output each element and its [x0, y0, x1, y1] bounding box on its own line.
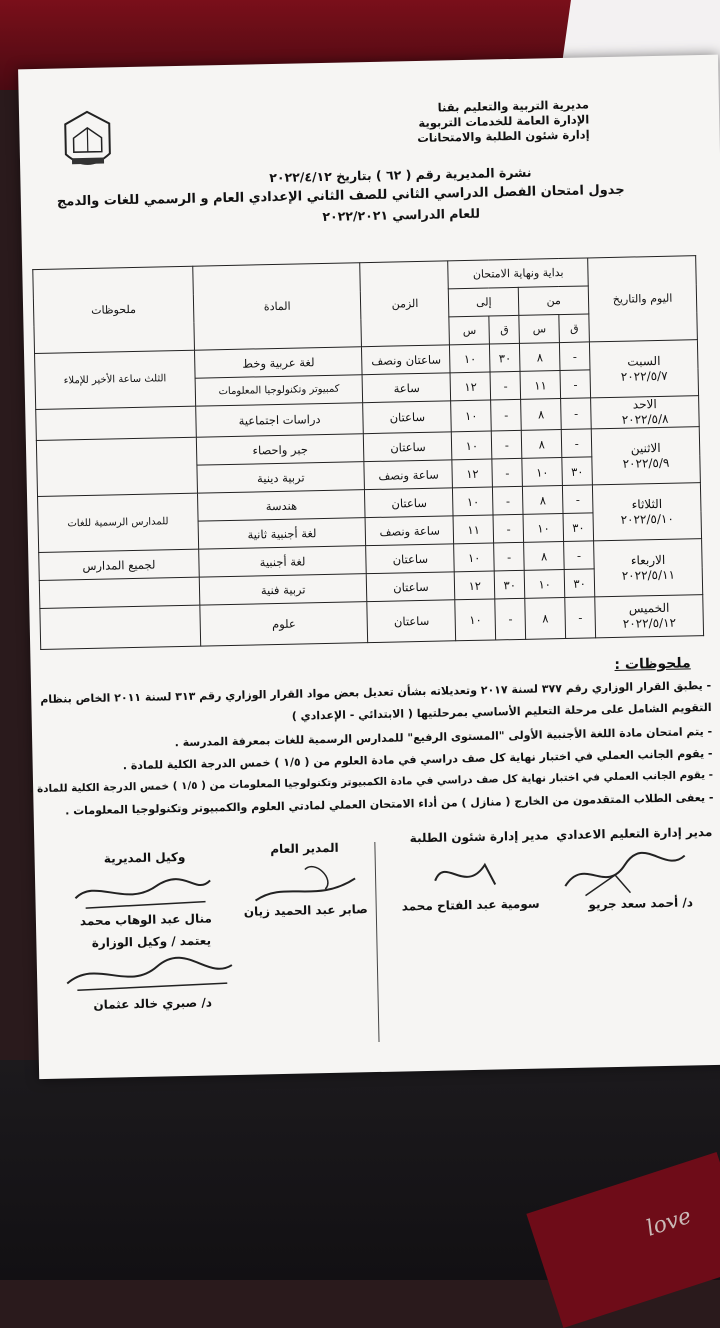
header-notes: ملحوظات [33, 266, 195, 353]
duration: ساعة ونصف [366, 516, 454, 546]
row-note-empty [39, 577, 199, 608]
to-hour: ١٠ [455, 599, 496, 641]
ministry-line: مديرية التربية والتعليم بقنا [437, 97, 590, 115]
from-minute: ٣٠ [563, 513, 594, 542]
to-minute: - [493, 514, 524, 543]
ministry-logo-icon [59, 107, 116, 178]
document-title: جدول امتحان الفصل الدراسي الثاني للصف الثاني الإعدادي العام و الرسمي للغات والدمج [56, 182, 625, 210]
subject: تربية دينية [197, 462, 365, 494]
row-note [36, 406, 196, 440]
from-hour: ١٠ [523, 514, 564, 543]
header-to: إلى [449, 287, 519, 316]
to-minute: - [490, 371, 521, 400]
row-note: الثلث ساعة الأخير للإملاء [35, 350, 196, 409]
duration: ساعة [363, 373, 451, 403]
notes-title: ملحوظات : [614, 655, 691, 673]
subject: كمبيوتر وتكنولوجيا المعلومات [195, 375, 363, 407]
day-name: الاربعاء [630, 552, 666, 568]
note-line: التقويم الشامل على مرحلة التعليم الأساسي بمرحلتيها ( الابتدائي - الإعدادي ) [291, 700, 712, 723]
day-cell [590, 340, 699, 398]
to-hour: ١٠ [452, 431, 493, 460]
to-minute: - [495, 598, 526, 640]
subject: لغة عربية وخط [194, 347, 362, 379]
duration: ساعتان ونصف [362, 345, 450, 375]
duration: ساعتان [367, 600, 456, 643]
from-hour: ١٠ [524, 569, 565, 598]
subject: لغة أجنبية ثانية [198, 518, 366, 550]
prep-director-name: د/ أحمد سعد جريو [588, 895, 694, 912]
ministry-line: الإدارة العامة للخدمات التربوية [418, 112, 590, 130]
row-note: لجميع المدارس [39, 549, 199, 580]
approval-name: د/ صبري خالد عثمان [93, 995, 213, 1012]
students-director-name: سومية عبد الفتاح محمد [401, 896, 540, 914]
from-minute: - [565, 597, 596, 639]
general-manager-title: المدير العام [270, 840, 339, 857]
from-hour: ٨ [525, 597, 566, 639]
duration: ساعتان [366, 544, 454, 574]
exam-schedule-table [32, 255, 704, 650]
header-minute: ق [559, 314, 590, 343]
from-minute: - [563, 485, 594, 514]
students-director-signature-icon [425, 849, 506, 901]
day-name: الخميس [628, 600, 670, 616]
to-hour: ١٠ [450, 344, 491, 373]
from-minute: - [560, 370, 591, 399]
corner-text: love [643, 1203, 695, 1242]
subject: جبر واحصاء [196, 434, 364, 466]
to-hour: ١٢ [450, 372, 491, 401]
note-line: - يقوم الجانب العملي في اختبار نهاية كل صف دراسي في مادة العلوم من ( ١/٥ ) خمس الدرجة الكلية للمادة . [122, 746, 713, 773]
note-line: - يقوم الجانب العملي في اختبار نهاية كل صف دراسي في مادة الكمبيوتر وتكنولوجيا المعلومات من ( ١/٥ ) خمس الدرجة الكلية للمادة . [29, 768, 714, 796]
duration: ساعتان [367, 572, 455, 602]
subject: هندسة [197, 490, 365, 522]
duration: ساعة ونصف [364, 460, 452, 490]
header-hour: س [519, 315, 560, 344]
from-hour: ٨ [524, 542, 565, 571]
day-name: الثلاثاء [631, 496, 663, 512]
from-hour: ٨ [520, 343, 561, 372]
header-hour: س [449, 316, 490, 345]
day-name: الاحد [632, 397, 657, 412]
to-hour: ١٠ [451, 400, 492, 432]
duration: ساعتان [363, 401, 452, 434]
day-cell [594, 539, 703, 597]
from-hour: ٨ [521, 399, 562, 431]
from-minute: - [561, 429, 592, 458]
from-minute: - [560, 342, 591, 371]
to-hour: ١١ [453, 515, 494, 544]
to-minute: ٣٠ [494, 570, 525, 599]
fold-line [374, 842, 379, 1042]
from-minute: - [561, 398, 592, 430]
day-date: ٢٠٢٢/٥/١٢ [622, 615, 677, 631]
ministry-header [369, 97, 590, 147]
header-day: اليوم والتاريخ [588, 256, 698, 342]
from-hour: ٨ [521, 430, 562, 459]
deputy-title: وكيل المديرية [103, 850, 186, 866]
subject: لغة أجنبية [198, 546, 366, 578]
day-cell [595, 595, 704, 638]
row-note: للمدارس الرسمية للغات [38, 493, 199, 552]
row-note [36, 437, 197, 496]
day-date: ٢٠٢٢/٥/٧ [620, 368, 668, 384]
header-start-end: بداية ونهاية الامتحان [448, 258, 588, 289]
to-hour: ١٠ [453, 487, 494, 516]
day-date: ٢٠٢٢/٥/١١ [621, 567, 676, 583]
ministry-line: إدارة شئون الطلبة والامتحانات [417, 127, 590, 145]
to-hour: ١٠ [454, 543, 495, 572]
to-minute: - [494, 542, 525, 571]
general-manager-name: صابر عبد الحميد زيان [243, 902, 368, 919]
subject: علوم [200, 602, 369, 647]
to-minute: - [492, 430, 523, 459]
bulletin-number: نشرة المديرية رقم ( ٦٢ ) بتاريخ ٢٠٢٢/٤/١٢ [269, 164, 532, 186]
note-line: - يطبق القرار الوزاري رقم ٣٧٧ لسنة ٢٠١٧ وتعديلاته بشأن تعديل بعض مواد القرار الوزاري رقم ٣١٣ لسنة ٢٠١١ الخاص بنظام [40, 678, 712, 707]
day-cell [591, 396, 699, 429]
duration: ساعتان [364, 432, 452, 462]
row-note [40, 605, 201, 649]
day-date: ٢٠٢٢/٥/١٠ [620, 511, 674, 527]
academic-year: للعام الدراسي ٢٠٢٢/٢٠٢١ [322, 205, 481, 224]
prep-director-title: مدير إدارة التعليم الاعدادي [555, 824, 713, 843]
to-hour: ١٢ [452, 459, 493, 488]
deputy-signature-icon [65, 865, 216, 918]
to-hour: ١٢ [455, 571, 496, 600]
duration: ساعتان [365, 488, 453, 518]
day-date: ٢٠٢٢/٥/٩ [622, 455, 670, 471]
from-hour: ٨ [523, 486, 564, 515]
from-minute: - [564, 541, 595, 570]
to-minute: - [492, 458, 523, 487]
from-hour: ١٠ [522, 458, 563, 487]
approval-signature-icon [57, 945, 238, 999]
header-duration: الزمن [360, 261, 450, 347]
subject: تربية فنية [199, 574, 367, 606]
approval-title: يعتمد / وكيل الوزارة [91, 933, 212, 950]
from-minute: ٣٠ [562, 457, 593, 486]
to-minute: ٣٠ [490, 343, 521, 372]
day-name: الاثنين [630, 440, 661, 456]
deputy-name: منال عبد الوهاب محمد [79, 911, 212, 929]
day-name: السبت [627, 353, 661, 369]
header-minute: ق [489, 315, 520, 344]
note-line: - يعفى الطلاب المتقدمون من الخارج ( منازل ) من أداء الامتحان العملي لمادتي العلوم والكمبيوتر وتكنولوجيا المعلومات . [64, 790, 714, 818]
day-cell [591, 427, 700, 485]
day-date: ٢٠٢٢/٥/٨ [621, 411, 669, 427]
header-subject: المادة [193, 263, 362, 350]
students-director-title: مدير إدارة شئون الطلبة [409, 828, 549, 846]
to-minute: - [493, 486, 524, 515]
header-from: من [519, 286, 589, 315]
note-line: - يتم امتحان مادة اللغة الأجنبية الأولى "المستوى الرفيع" للمدارس الرسمية للغات بمعرفة المدرسة . [174, 724, 713, 750]
day-cell [593, 483, 702, 541]
to-minute: - [491, 399, 522, 431]
document-page [18, 55, 720, 1079]
from-minute: ٣٠ [564, 569, 595, 598]
subject: دراسات اجتماعية [195, 403, 363, 438]
from-hour: ١١ [520, 371, 561, 400]
